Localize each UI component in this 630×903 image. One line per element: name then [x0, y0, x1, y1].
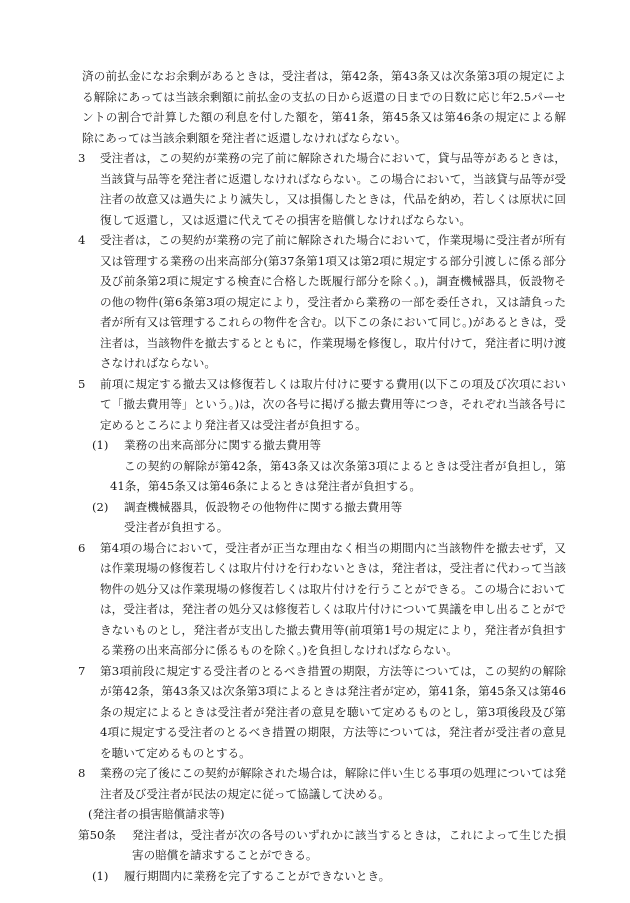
item-number: (1)	[92, 868, 109, 883]
item-number: (2)	[92, 499, 109, 514]
item-title: 調査機械器具，仮設物その他物件に関する撤去費用等	[124, 499, 403, 514]
article-heading: (発注者の損害賠償請求等)	[88, 807, 225, 821]
paragraph-6	[78, 538, 566, 661]
item-1-body: この契約の解除が第42条，第43条又は次条第3項によるときは受注者が負担し，第41条，第45条又は第46条によるときは発注者が負担する。	[110, 458, 566, 493]
article-50	[78, 825, 566, 866]
paragraph-8	[78, 763, 566, 804]
paragraph-text: 受注者は，この契約が業務の完了前に解除された場合において，貸与品等があるときは，当該貸与品等を発注者に返還しなければならない。この場合において，当該貸与品等が受注者の故意又は過失により滅失し，又は損傷したときは，代品を納め，若しくは原状に回復して返還し，又は返還に代えてその損害を賠償しなければならない。	[100, 151, 566, 227]
article-text: 発注者は，受注者が次の各号のいずれかに該当するときは，これによって生じた損害の賠償を請求することができる。	[132, 827, 566, 862]
paragraph-number: 7	[78, 663, 86, 678]
paragraph-3	[78, 148, 566, 230]
paragraph-text: 業務の完了後にこの契約が解除された場合は，解除に伴い生じる事項の処理については発注者及び受注者が民法の規定に従って協議して決める。	[100, 766, 566, 801]
item-text: 履行期間内に業務を完了することができないとき。	[124, 868, 391, 883]
item-2-body: 受注者が負担する。	[124, 520, 229, 534]
paragraph-number: 4	[78, 233, 86, 247]
paragraph-text: 受注者は，この契約が業務の完了前に解除された場合において，作業現場に受注者が所有又は管理する業務の出来高部分(第37条第1項又は第2項に規定する部分引渡しに係る部分及び前条第2項に規定する検査に合格した既履行部分を除く。)，調査機械器具，仮設物その他の物件(第6条第3項の規定により，受注者から業務の一部を委任され，又は請負った者が所有又は管理するこれらの物件を含む。以下この条において同じ。)があるときは，受注者は，当該物件を撤去するとともに，作業現場を修復し，取片付けて，発注者に明け渡さなければならない。	[100, 233, 566, 370]
paragraph-number: 3	[78, 151, 86, 165]
article-number: 第50条	[78, 827, 116, 842]
item-1	[82, 435, 566, 456]
paragraph-4	[78, 230, 566, 374]
paragraph-text: 第3項前段に規定する受注者のとるべき措置の期限，方法等については，この契約の解除が第42条，第43条又は次条第3項によるときは発注者が定め，第41条，第45条又は第46条の規定によるときは受注者が発注者の意見を聴いて定めるものとし，第3項後段及び第4項に規定する受注者のとるべき措置の期限，方法等については，発注者が受注者の意見を聴いて定めるものとする。	[100, 663, 566, 760]
intro-paragraph: 済の前払金になお余剰があるときは，受注者は，第42条，第43条又は次条第3項の規定による解除にあっては当該余剰額に前払金の支払の日から返還の日までの日数に応じ年2.5パーセントの割合で計算した額の利息を付した額を，第41条，第45条又は第46条の規定による解除にあっては当該余剰額を発注者に返還しなければならない。	[82, 69, 566, 145]
item-2	[82, 497, 566, 518]
paragraph-number: 8	[78, 766, 86, 780]
item-number: (1)	[92, 438, 109, 452]
paragraph-number: 6	[78, 540, 86, 555]
paragraph-number: 5	[78, 376, 86, 391]
paragraph-text: 第4項の場合において，受注者が正当な理由なく相当の期間内に当該物件を撤去せず，又は作業現場の修復若しくは取片付けを行わないときは，発注者は，受注者に代わって当該物件の処分又は作業現場の修復若しくは取片付けを行うことができる。この場合においては，受注者は，発注者の処分又は修復若しくは取片付けについて異議を申し出ることができないものとし，発注者が支出した撤去費用等(前項第1号の規定により，発注者が負担する業務の出来高部分に係るものを除く。)を負担しなければならない。	[100, 540, 566, 657]
article-item-1	[82, 866, 566, 887]
paragraph-5	[78, 374, 566, 436]
item-title: 業務の出来高部分に関する撤去費用等	[124, 438, 322, 452]
paragraph-text: 前項に規定する撤去又は修復若しくは取片付けに要する費用(以下この項及び次項において「撤去費用等」という。)は，次の各号に掲げる撤去費用等につき，それぞれ当該各号に定めるところにより発注者又は受注者が負担する。	[100, 376, 566, 432]
paragraph-7	[78, 661, 566, 764]
